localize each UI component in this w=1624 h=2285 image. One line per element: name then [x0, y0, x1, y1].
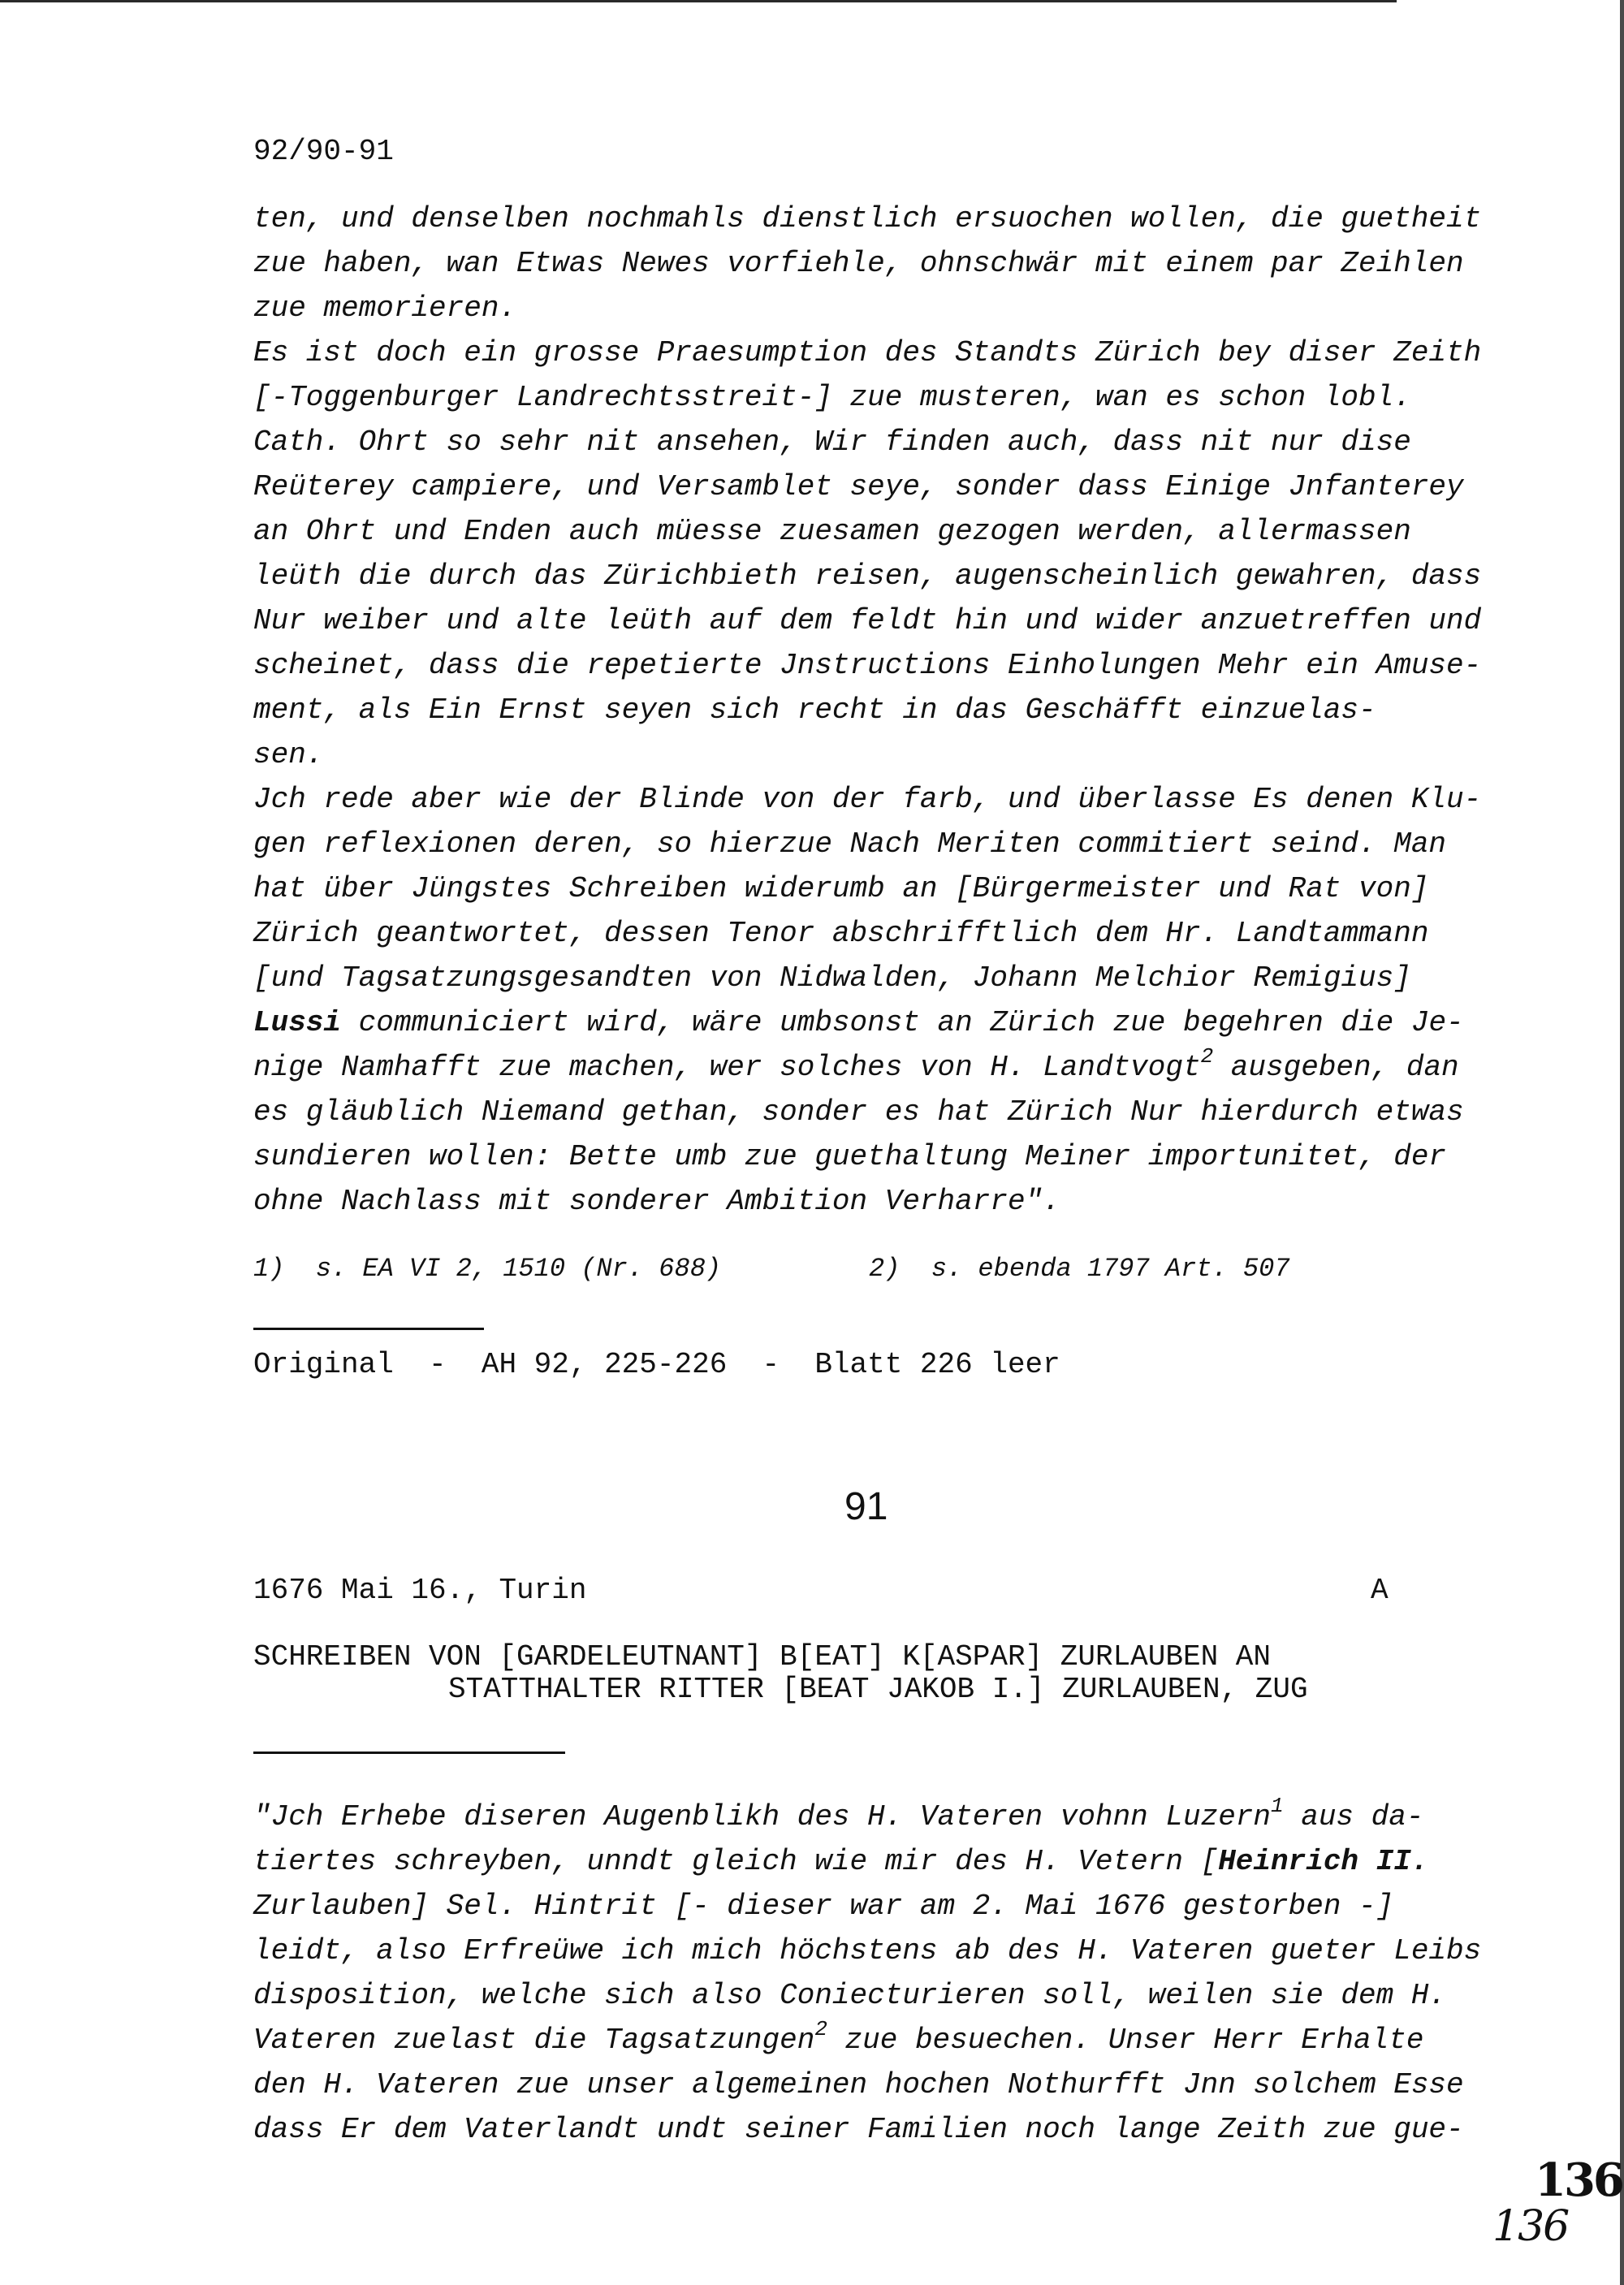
divider-rule — [253, 1328, 484, 1330]
text-line — [253, 1045, 1459, 1090]
footnote-marker: 2 — [1200, 1044, 1214, 1069]
divider-rule — [253, 1752, 565, 1754]
scan-edge-right — [1620, 0, 1624, 2285]
text-line: [und Tagsatzungsgesandten von Nidwalden, Johann Melchior Remigius] — [253, 961, 1411, 995]
bold-name: Lussi — [253, 1006, 342, 1039]
text-line — [253, 1839, 1428, 1884]
text-line: ten, und denselben nochmahls dienstlich ersuochen wollen, die guetheit — [253, 202, 1482, 235]
document-heading: SCHREIBEN VON [GARDELEUTNANT] B[EAT] K[ASPAR] ZURLAUBEN AN — [253, 1640, 1272, 1674]
text-line: leidt, also Erfreüwe ich mich höchstens ab des H. Vateren gueter Leibs — [253, 1934, 1482, 1968]
text-fragment: aus da- — [1283, 1800, 1424, 1834]
folio-handwritten: 136 — [1492, 2202, 1569, 2251]
footnote-marker: 2 — [814, 2017, 827, 2041]
text-line: Cath. Ohrt so sehr nit ansehen, Wir finden auch, dass nit nur dise — [253, 425, 1411, 459]
text-line: zue memorieren. — [253, 292, 517, 325]
footnote-marker: 1 — [1271, 1794, 1284, 1818]
source-note: Original - AH 92, 225-226 - Blatt 226 leer — [253, 1348, 1060, 1381]
text-line: den H. Vateren zue unser algemeinen hochen Nothurfft Jnn solchem Esse — [253, 2068, 1464, 2101]
text-line — [253, 1000, 1464, 1045]
text-line: disposition, welche sich also Coniecturieren soll, weilen sie dem H. — [253, 1979, 1447, 2012]
text-fragment: Vateren zuelast die Tagsatzungen — [253, 2024, 815, 2057]
page-reference: 92/90-91 — [253, 135, 394, 168]
scan-edge-top — [0, 0, 1397, 2]
text-fragment: tiertes schreyben, unndt gleich wie mir des H. Vetern [ — [253, 1845, 1219, 1878]
text-line — [253, 2018, 1423, 2063]
text-line: sen. — [253, 738, 324, 771]
document-class: A — [1371, 1574, 1389, 1607]
text-line: Nur weiber und alte leüth auf dem feldt hin und wider anzuetreffen und — [253, 604, 1482, 637]
text-fragment: communiciert wird, wäre umbsonst an Zürich zue begehren die Je- — [341, 1006, 1464, 1039]
text-line: sundieren wollen: Bette umb zue guethaltung Meiner importunitet, der — [253, 1140, 1447, 1173]
text-line: dass Er dem Vaterlandt undt seiner Familien noch lange Zeith zue gue- — [253, 2113, 1464, 2146]
text-line: gen reflexionen deren, so hierzue Nach Meriten commitiert seind. Man — [253, 827, 1447, 861]
footnote-2: 2) s. ebenda 1797 Art. 507 — [869, 1254, 1290, 1284]
text-line: Reüterey campiere, und Versamblet seye, sonder dass Einige Jnfanterey — [253, 470, 1464, 503]
text-line: Jch rede aber wie der Blinde von der farb, und überlasse Es denen Klu- — [253, 783, 1482, 816]
text-line: Es ist doch ein grosse Praesumption des Standts Zürich bey diser Zeith — [253, 336, 1482, 369]
text-line: scheinet, dass die repetierte Jnstructions Einholungen Mehr ein Amuse- — [253, 649, 1482, 682]
text-line: es gläublich Niemand gethan, sonder es hat Zürich Nur hierdurch etwas — [253, 1095, 1464, 1129]
text-line: Zurlauben] Sel. Hintrit [- dieser war am 2. Mai 1676 gestorben -] — [253, 1890, 1394, 1923]
date-place: 1676 Mai 16., Turin — [253, 1574, 587, 1607]
text-line: leüth die durch das Zürichbieth reisen, augenscheinlich gewahren, dass — [253, 559, 1482, 593]
document-number: 91 — [844, 1485, 888, 1528]
text-fragment: ausgeben, dan — [1213, 1051, 1459, 1084]
text-line: ment, als Ein Ernst seyen sich recht in das Geschäfft einzuelas- — [253, 693, 1376, 727]
text-line: an Ohrt und Enden auch müesse zuesamen gezogen werden, allermassen — [253, 515, 1411, 548]
text-line: zue haben, wan Etwas Newes vorfiehle, ohnschwär mit einem par Zeihlen — [253, 247, 1464, 280]
text-fragment: "Jch Erhebe diseren Augenblikh des H. Vateren vohnn Luzern — [253, 1800, 1272, 1834]
footnote-1: 1) s. EA VI 2, 1510 (Nr. 688) — [253, 1254, 722, 1284]
text-fragment: nige Namhafft zue machen, wer solches von H. Landtvogt — [253, 1051, 1201, 1084]
text-fragment: zue besuechen. Unser Herr Erhalte — [827, 2024, 1424, 2057]
text-line: Zürich geantwortet, dessen Tenor abschrifftlich dem Hr. Landtammann — [253, 917, 1429, 950]
text-line — [253, 1795, 1423, 1839]
bold-name: Heinrich II. — [1218, 1845, 1429, 1878]
text-line: [-Toggenburger Landrechtsstreit-] zue musteren, wan es schon lobl. — [253, 381, 1411, 414]
text-line: ohne Nachlass mit sonderer Ambition Verharre". — [253, 1185, 1060, 1218]
folio-stamp: 136 — [1535, 2153, 1622, 2207]
text-line: hat über Jüngstes Schreiben widerumb an [Bürgermeister und Rat von] — [253, 872, 1429, 905]
document-heading-continued: STATTHALTER RITTER [BEAT JAKOB I.] ZURLAUBEN, ZUG — [448, 1673, 1308, 1706]
